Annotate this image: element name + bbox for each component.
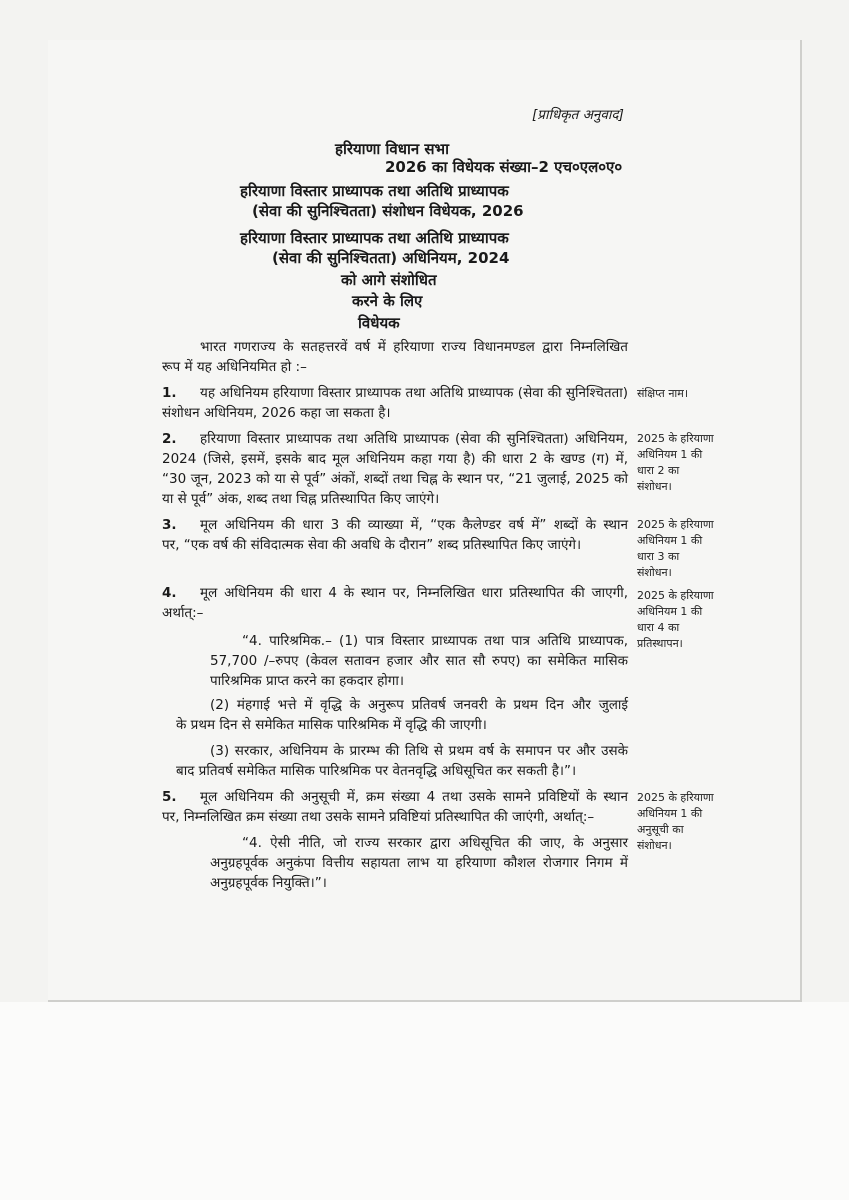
section-4-line-2: अर्थात्:– [162, 605, 204, 621]
section-3-line-2: पर, “एक वर्ष की संविदात्मक सेवा की अवधि के दौरान” शब्द प्रतिस्थापित किए जाएंगे। [162, 537, 582, 553]
section-5-quote-line-1: “4. ऐसी नीति, जो राज्य सरकार द्वारा अधिसूचित की जाए, के अनुसार [242, 835, 628, 851]
section-2-line-3: “30 जून, 2023 को या से पूर्व” अंकों, शब्दों तथा चिह्न के स्थान पर, “21 जुलाई, 2025 को [162, 471, 628, 487]
section-1-line-1: यह अधिनियम हरियाणा विस्तार प्राध्यापक तथा अतिथि प्राध्यापक (सेवा की सुनिश्चितता) [200, 385, 628, 401]
section-5-line-1: मूल अधिनियम की अनुसूची में, क्रम संख्या 4 तथा उसके सामने प्रविष्टियों के स्थान [200, 789, 628, 805]
section-2-line-2: 2024 (जिसे, इसमें, इसके बाद मूल अधिनियम कहा गया है) की धारा 2 के खण्ड (ग) में, [162, 451, 628, 467]
act-title-line-1: हरियाणा विस्तार प्राध्यापक तथा अतिथि प्राध्यापक [240, 229, 509, 247]
section-1-margin-note: संक्षिप्त नाम। [637, 387, 689, 400]
section-4-quote-1-line-2: 57,700 /–रुपए (केवल सतावन हजार और सात सौ रुपए) का समेकित मासिक [210, 653, 628, 669]
section-4-number: 4. [162, 585, 177, 601]
section-2-number: 2. [162, 431, 177, 447]
section-1-number: 1. [162, 385, 177, 401]
section-5-quote-line-3: अनुग्रहपूर्वक नियुक्ति।”। [210, 875, 327, 891]
section-5-number: 5. [162, 789, 177, 805]
bill-number: 2026 का विधेयक संख्या–2 एच०एल०ए० [385, 158, 623, 176]
purpose-line-2: करने के लिए [352, 292, 423, 310]
section-2-line-1: हरियाणा विस्तार प्राध्यापक तथा अतिथि प्राध्यापक (सेवा की सुनिश्चितता) अधिनियम, [200, 431, 628, 447]
purpose-line-1: को आगे संशोधित [341, 271, 437, 289]
authorized-translation-note: [प्राधिकृत अनुवाद] [532, 107, 624, 123]
section-4-quote-3-line-1: (3) सरकार, अधिनियम के प्रारम्भ की तिथि से प्रथम वर्ष के समापन पर और उसके [210, 743, 628, 759]
blank-area [0, 1002, 849, 1200]
section-4-quote-1-line-1: “4. पारिश्रमिक.– (1) पात्र विस्तार प्राध्यापक तथा पात्र अतिथि प्राध्यापक, [242, 633, 628, 649]
section-4-quote-1-line-3: पारिश्रमिक प्राप्त करने का हकदार होगा। [210, 673, 405, 689]
section-4-quote-2-line-1: (2) मंहगाई भत्ते में वृद्धि के अनुरूप प्रतिवर्ष जनवरी के प्रथम दिन और जुलाई [210, 697, 628, 713]
section-4-quote-2-line-2: के प्रथम दिन से समेकित मासिक पारिश्रमिक में वृद्धि की जाएगी। [176, 717, 487, 733]
act-title-line-2: (सेवा की सुनिश्चितता) अधिनियम, 2024 [272, 249, 510, 267]
preamble-line-1: भारत गणराज्य के सतहत्तरवें वर्ष में हरियाणा राज्य विधानमण्डल द्वारा निम्नलिखित [200, 339, 628, 355]
section-3-number: 3. [162, 517, 177, 533]
section-5-quote-line-2: अनुग्रहपूर्वक अनुकंपा वित्तीय सहायता लाभ या हरियाणा कौशल रोजगार निगम में [210, 855, 628, 871]
section-4-line-1: मूल अधिनियम की धारा 4 के स्थान पर, निम्नलिखित धारा प्रतिस्थापित की जाएगी, [200, 585, 628, 601]
section-4-margin-note: 2025 के हरियाणा अधिनियम 1 की धारा 4 का प्रतिस्थापन। [637, 589, 714, 650]
bill-heading: विधेयक [358, 314, 400, 332]
section-3-margin-note: 2025 के हरियाणा अधिनियम 1 की धारा 3 का संशोधन। [637, 518, 714, 579]
bill-title-line-1: हरियाणा विस्तार प्राध्यापक तथा अतिथि प्राध्यापक [240, 182, 509, 200]
section-5-line-2: पर, निम्नलिखित क्रम संख्या तथा उसके सामने प्रविष्टियां प्रतिस्थापित की जाएंगी, अर्थात्:– [162, 809, 595, 825]
section-3-line-1: मूल अधिनियम की धारा 3 की व्याख्या में, “एक कैलेण्डर वर्ष में” शब्दों के स्थान [200, 517, 628, 533]
section-5-margin-note: 2025 के हरियाणा अधिनियम 1 की अनुसूची का संशोधन। [637, 791, 714, 852]
preamble-line-2: रूप में यह अधिनियमित हो :– [162, 359, 307, 375]
section-1-line-2: संशोधन अधिनियम, 2026 कहा जा सकता है। [162, 405, 391, 421]
section-2-line-4: या से पूर्व” अंक, शब्द तथा चिह्न प्रतिस्थापित किए जाएंगे। [162, 491, 440, 507]
section-2-margin-note: 2025 के हरियाणा अधिनियम 1 की धारा 2 का संशोधन। [637, 432, 714, 493]
section-4-quote-3-line-2: बाद प्रतिवर्ष समेकित मासिक पारिश्रमिक पर वेतनवृद्धि अधिसूचित कर सकती है।”। [176, 763, 577, 779]
bill-title-line-2: (सेवा की सुनिश्चितता) संशोधन विधेयक, 2026 [252, 202, 524, 220]
assembly-name: हरियाणा विधान सभा [335, 140, 449, 158]
